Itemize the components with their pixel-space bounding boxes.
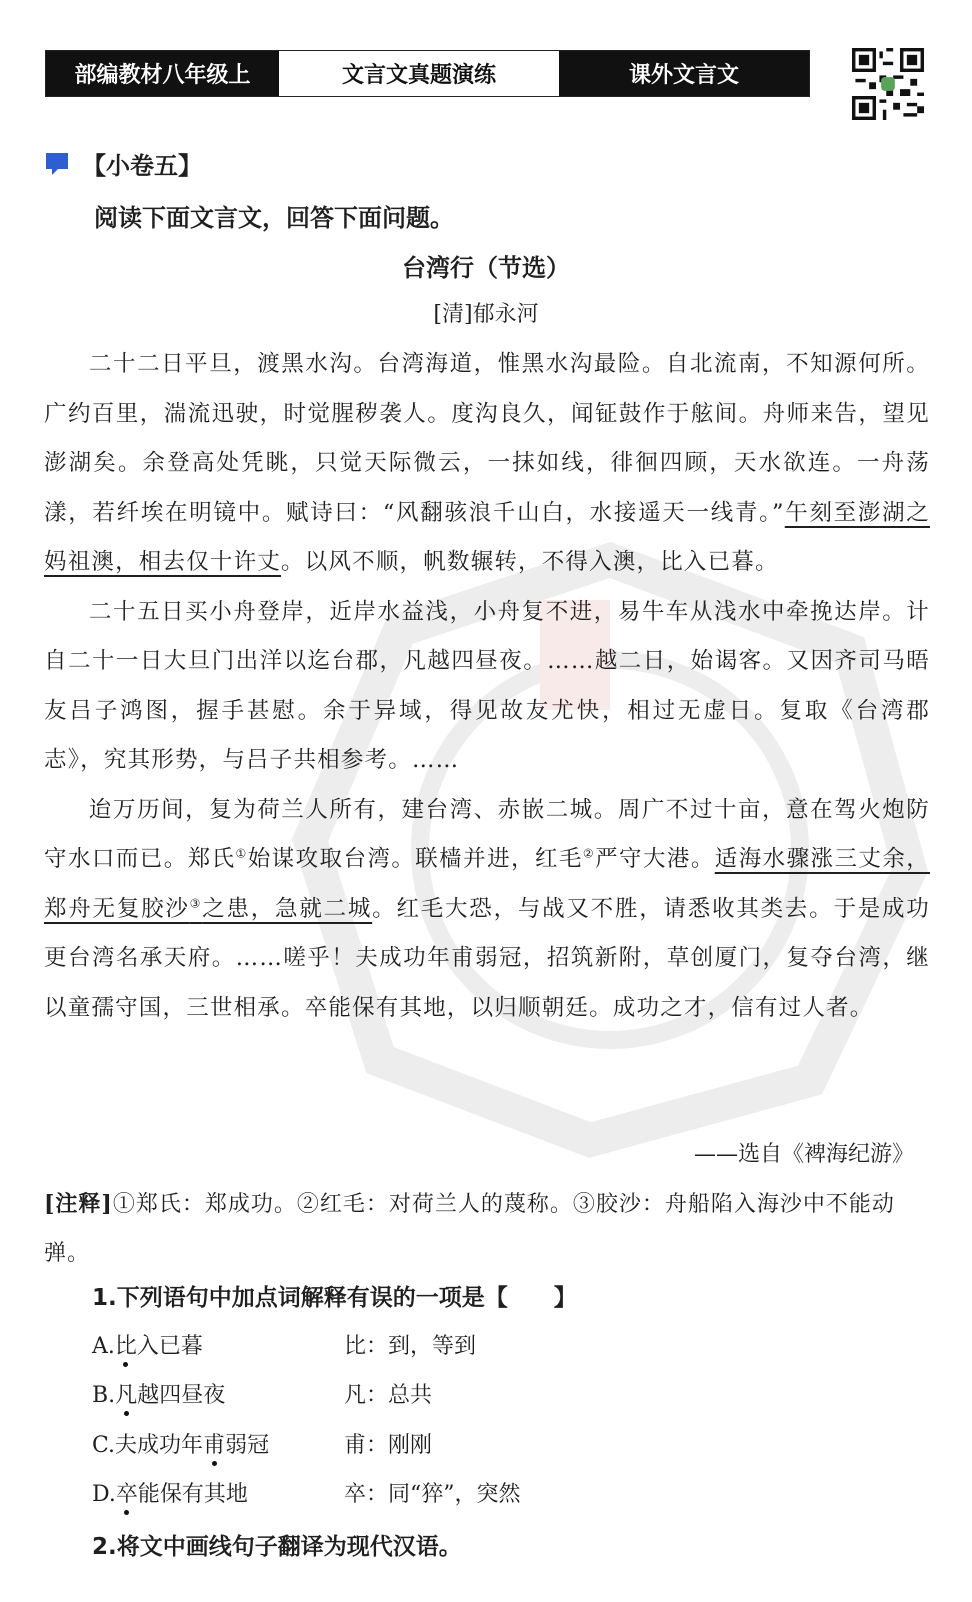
option-text: 能保有其地 [137, 1482, 248, 1507]
paragraph-1-text: 二十二日平旦，渡黑水沟。台湾海道，惟黑水沟最险。自北流南，不知源何所。广约百里，湍流迅驶，时觉腥秽袭人。度沟良久，闻钲鼓作于舷间。舟师来告，望见澎湖矣。余登高处凭眺，只觉天际微云，一抹如线，徘徊四顾，天水欲连。一舟荡漾，若纤埃在明镜中。赋诗曰：“风翻骇浪千山白，水接遥天一线青。” [44, 351, 930, 526]
underlined-sentence-1: 午刻至澎湖之妈祖澳，相去仅十许丈 [44, 499, 930, 575]
header-grade-label: 部编教材八年级上 [46, 51, 279, 96]
header-bar [45, 50, 810, 97]
section-title [44, 146, 202, 181]
passage-title: 台湾行（节选） [402, 254, 570, 282]
section-title-text: 【小卷五】 [82, 152, 202, 180]
header-category-label: 课外文言文 [559, 51, 809, 96]
option-explanation: 甫：刚刚 [344, 1433, 433, 1458]
option-text: 弱冠 [225, 1433, 270, 1458]
passage-author: [清]郁永河 [433, 302, 539, 327]
header-topic-label: 文言文真题演练 [279, 51, 559, 96]
paragraph-1 [44, 340, 930, 588]
option-letter: B. [92, 1383, 116, 1408]
option-explanation: 卒：同“猝”，突然 [344, 1482, 521, 1507]
option-letter: D. [92, 1482, 116, 1507]
dotted-word: 甫 [203, 1433, 226, 1458]
paragraph-3-text-d: 。红毛大恐，与战又不胜，请悉收其类去。于是成功更台湾名承天府。……嗟乎！夫成功年甫弱冠，招筑新附，草创厦门，复夺台湾，继以童孺守国，三世相承。卒能保有其地，以归顺朝廷。成功之才，信有过人者。 [44, 895, 930, 1021]
option-explanation: 比：到，等到 [344, 1334, 477, 1359]
annotations [44, 1180, 930, 1278]
dotted-word: 凡 [115, 1383, 138, 1408]
annotations-label: [注释] [44, 1191, 113, 1217]
paragraph-1-end: 。以风不顺，帆数辗转，不得入澳，比入已暮。 [281, 549, 779, 575]
paragraph-3 [44, 786, 930, 1034]
question-1: 1.下列语句中加点词解释有误的一项是【 】 [92, 1285, 577, 1311]
paragraph-2: 二十五日买小舟登岸，近岸水益浅，小舟复不进，易牛车从浅水中牵挽达岸。计自二十一日大旦门出洋以迄台郡，凡越四昼夜。……越二日，始谒客。又因齐司马晤友吕子鸿图，握手甚慰。余于异域，得见故友尤快，相过无虚日。复取《台湾郡志》，究其形势，与吕子共相参考。…… [44, 598, 930, 773]
passage-source: ——选自《裨海纪游》 [693, 1142, 914, 1167]
option-text: 夫成功年 [115, 1433, 204, 1458]
option-a [92, 1329, 477, 1360]
footnote-ref-2: ② [582, 846, 596, 861]
dotted-word: 卒 [115, 1482, 138, 1507]
paragraph-3-text-c: 严守大港。 [595, 846, 715, 872]
passage-body [44, 340, 930, 1033]
qr-code [852, 48, 924, 120]
option-explanation: 凡：总共 [344, 1383, 433, 1408]
instruction: 阅读下面文言文，回答下面问题。 [94, 204, 454, 232]
footnote-ref-3: ③ [189, 896, 203, 910]
section-flag-icon [44, 151, 72, 177]
dotted-word: 比 [114, 1334, 137, 1359]
option-letter: C. [92, 1433, 116, 1458]
footnote-ref-1: ① [235, 846, 248, 861]
annotations-text: ①郑氏：郑成功。②红毛：对荷兰人的蔑称。③胶沙：舟船陷入海沙中不能动弹。 [44, 1192, 895, 1266]
underlined-sentence-2-a: 适海水骤涨三丈余，郑舟无复胶沙 [44, 846, 930, 922]
option-text: 入已暮 [136, 1334, 203, 1359]
underlined-sentence-2-b: 之患，急就二城 [202, 895, 373, 922]
paragraph-3-text-a: 迨万历间，复为荷兰人所有，建台湾、赤嵌二城。周广不过十亩，意在驾火炮防守水口而已。郑氏 [44, 796, 930, 872]
option-letter: A. [92, 1334, 115, 1359]
question-2: 2.将文中画线句子翻译为现代汉语。 [92, 1534, 462, 1560]
option-d [92, 1477, 521, 1508]
option-b [92, 1378, 433, 1409]
option-c [92, 1428, 433, 1459]
paragraph-3-text-b: 始谋攻取台湾。联樯并进，红毛 [247, 846, 583, 872]
option-text: 越四昼夜 [137, 1383, 226, 1408]
